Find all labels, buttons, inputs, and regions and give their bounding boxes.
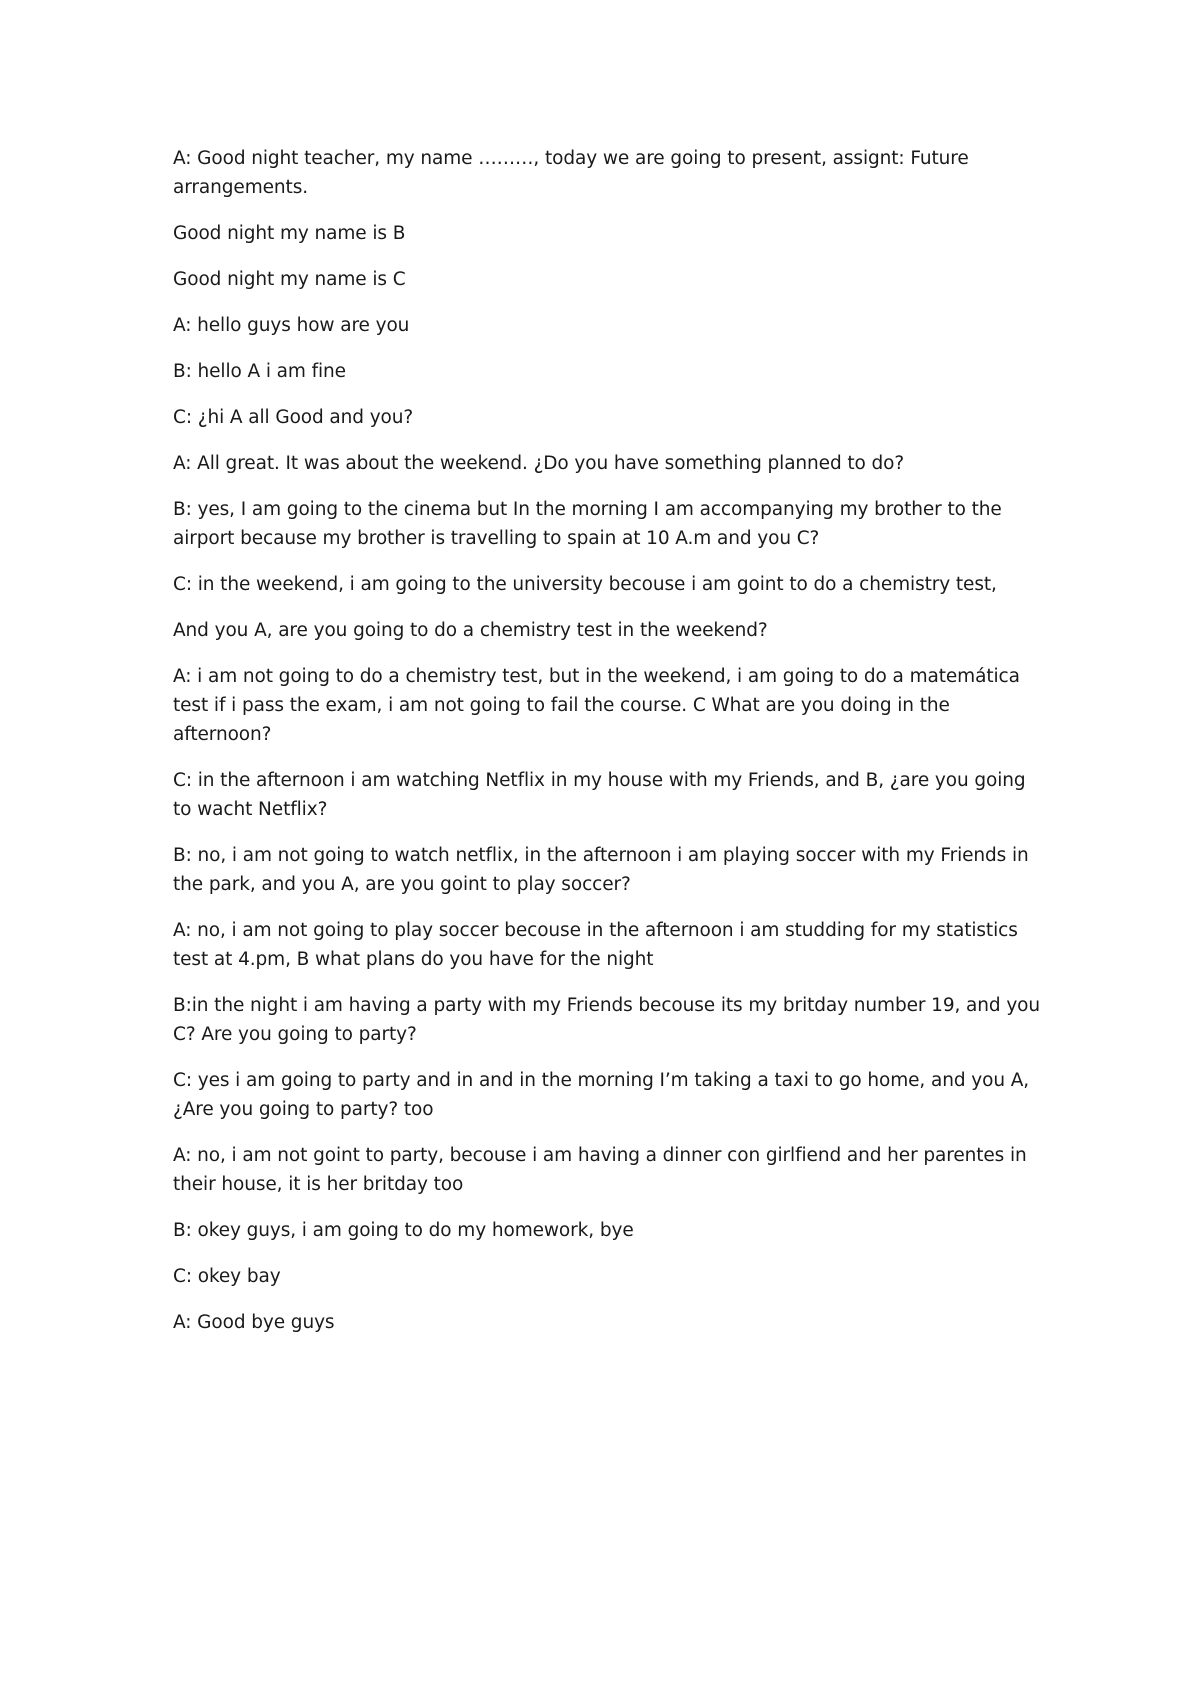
paragraph: B: yes, I am going to the cinema but In the morning I am accompanying my brother to the airport because my brother is travelling to spain at 10 A.m and you C?	[173, 499, 1002, 549]
paragraph: C: in the weekend, i am going to the university becouse i am goint to do a chemistry test,	[173, 574, 997, 595]
paragraph-b-intro: Good night my name is B	[173, 223, 406, 244]
paragraph-c-intro: Good night my name is C	[173, 269, 406, 290]
paragraph: C: yes i am going to party and in and in the morning I’m taking a taxi to go home, and you A, ¿Are you going to party? too	[173, 1070, 1030, 1120]
paragraph-closing: A: Good bye guys	[173, 1312, 335, 1333]
paragraph: A: no, i am not goint to party, becouse i am having a dinner con girlfiend and her parentes in their house, it is her britday too	[173, 1145, 1027, 1195]
paragraph-intro: A: Good night teacher, my name ………, today we are going to present, assignt: Future arrangements.	[173, 148, 969, 198]
paragraph: B: no, i am not going to watch netflix, in the afternoon i am playing soccer with my Friends in the park, and you A, are you goint to play soccer?	[173, 845, 1029, 895]
paragraph: B: hello A i am fine	[173, 361, 346, 382]
paragraph: A: hello guys how are you	[173, 315, 410, 336]
paragraph: And you A, are you going to do a chemistry test in the weekend?	[173, 620, 768, 641]
paragraph: C: ¿hi A all Good and you?	[173, 407, 414, 428]
paragraph: A: i am not going to do a chemistry test, but in the weekend, i am going to do a matemática test if i pass the exam, i am not going to fail the course. C What are you doing in the afternoon?	[173, 666, 1020, 745]
paragraph: A: All great. It was about the weekend. ¿Do you have something planned to do?	[173, 453, 905, 474]
paragraph: A: no, i am not going to play soccer becouse in the afternoon i am studding for my statistics test at 4.pm, B what plans do you have for the night	[173, 920, 1018, 970]
paragraph: B:in the night i am having a party with my Friends becouse its my britday number 19, and you C? Are you going to party?	[173, 995, 1041, 1045]
dialogue-text	[173, 144, 1043, 1354]
paragraph: C: okey bay	[173, 1266, 281, 1287]
paragraph: C: in the afternoon i am watching Netflix in my house with my Friends, and B, ¿are you going to wacht Netflix?	[173, 770, 1026, 820]
paragraph: B: okey guys, i am going to do my homework, bye	[173, 1220, 634, 1241]
